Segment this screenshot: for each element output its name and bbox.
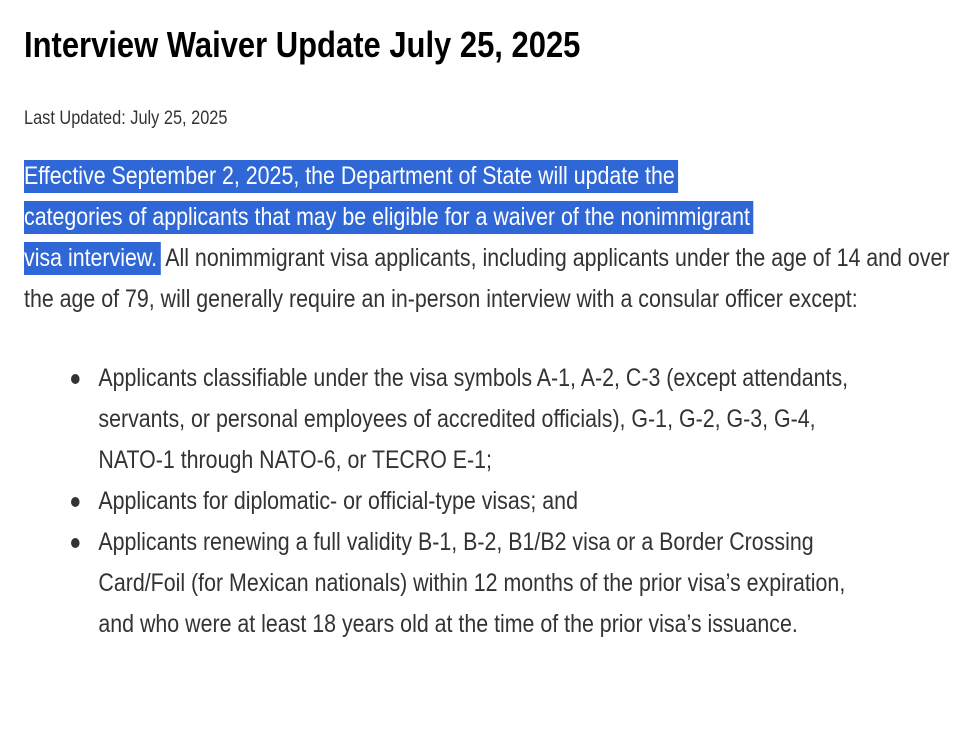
list-item [24, 358, 879, 481]
page-title: Interview Waiver Update July 25, 2025 [24, 24, 581, 65]
highlighted-line-1: Effective September 2, 2025, the Department of State will update the [24, 162, 675, 190]
intro-paragraph [24, 156, 956, 320]
last-updated-date: Last Updated: July 25, 2025 [24, 108, 228, 129]
list-item-text: Applicants renewing a full validity B-1, B-2, B1/B2 visa or a Border Crossing Card/Foil (for Mexican nationals) within 12 months of the prior visa’s expiration, and who were at least 18 years old at the time of the prior visa’s issuance. [98, 528, 846, 638]
bullet-icon [71, 497, 80, 507]
list-item [24, 522, 879, 645]
bullet-icon [71, 538, 80, 548]
list-item [24, 481, 879, 522]
exception-list [24, 358, 879, 645]
highlighted-line-2: categories of applicants that may be eligible for a waiver of the nonimmigrant [24, 203, 750, 231]
highlighted-line-3: visa interview. [24, 244, 158, 272]
intro-paragraph-rest: All nonimmigrant visa applicants, including applicants under the age of 14 and over the age of 79, will generally require an in-person interview with a consular officer except: [24, 244, 950, 313]
list-item-text: Applicants for diplomatic- or official-type visas; and [98, 487, 578, 515]
bullet-icon [71, 374, 80, 384]
list-item-text: Applicants classifiable under the visa symbols A-1, A-2, C-3 (except attendants, servants, or personal employees of accredited officials), G-1, G-2, G-3, G-4, NATO-1 through NATO-6, or TECRO E-1; [98, 364, 849, 474]
article-content [24, 0, 954, 645]
